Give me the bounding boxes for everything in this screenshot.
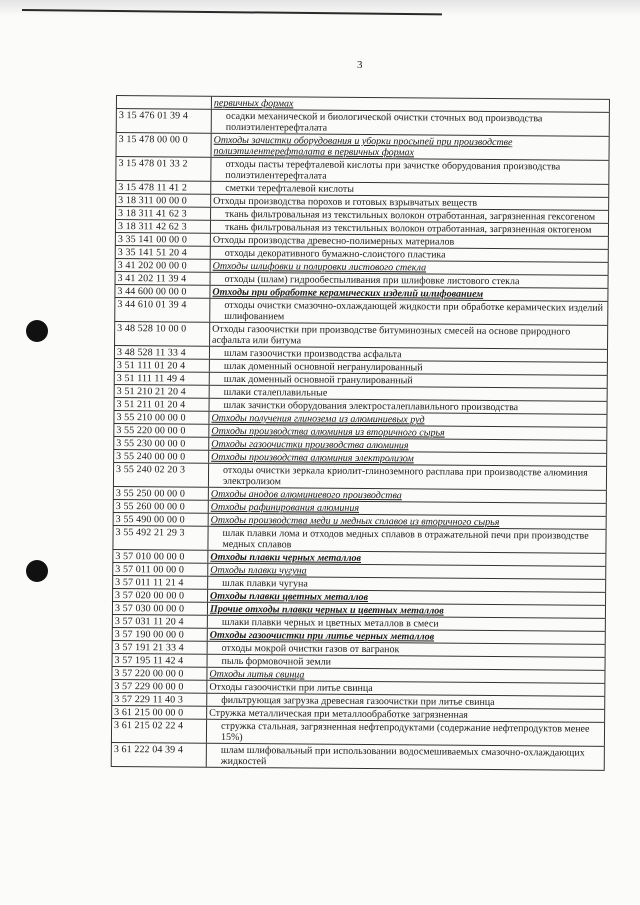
waste-name: шлак плавки чугуна (208, 577, 606, 592)
waste-name: отходы очистки смазочно-охлаждающей жидкости при обработке керамических изделий шлифованием (210, 299, 608, 325)
waste-code: 3 55 240 02 20 3 (113, 463, 209, 487)
waste-name: Отходы производства древесно-полимерных материалов (211, 234, 609, 249)
waste-name: отходы очистки зеркала криолит-глиноземного расплава при производстве алюминия электролизом (209, 464, 607, 490)
waste-name: Прочие отходы плавки черных и цветных металлов (208, 603, 606, 618)
waste-name: осадки механической и биологической очистки сточных вод производства полиэтилентерефталата (212, 110, 610, 136)
waste-code: 3 55 220 00 00 0 (113, 424, 209, 437)
table-row (111, 743, 605, 771)
waste-code: 3 57 190 00 00 0 (112, 628, 208, 641)
waste-name: шлаки сталеплавильные (210, 386, 608, 401)
waste-name: шлаки плавки черных и цветных металлов в смеси (208, 616, 606, 631)
waste-name: Отходы газоочистки при литье черных металлов (208, 629, 606, 644)
waste-name: Отходы литья свинца (207, 668, 605, 683)
waste-code: 3 18 311 00 00 0 (115, 194, 211, 207)
waste-code: 3 57 220 00 00 0 (111, 667, 207, 680)
waste-code: 3 15 478 00 00 0 (116, 133, 212, 157)
waste-code: 3 35 141 00 00 0 (115, 233, 211, 246)
waste-name: шлам шлифовальный при использовании водосмешиваемых смазочно-охлаждающих жидкостей (207, 744, 605, 770)
waste-code (116, 96, 212, 109)
waste-code: 3 15 476 01 39 4 (116, 109, 212, 133)
waste-name: отходы пасты терефталевой кислоты при зачистке оборудования производства полиэтилентерефталата (211, 158, 609, 184)
waste-name: фильтрующая загрузка древесная газоочистки при литье свинца (207, 694, 605, 709)
waste-code: 3 44 600 00 00 0 (114, 285, 210, 298)
waste-code: 3 48 528 10 00 0 (114, 322, 210, 346)
waste-code: 3 57 031 11 20 4 (112, 615, 208, 628)
waste-code: 3 57 011 00 00 0 (112, 563, 208, 576)
waste-code: 3 51 211 01 20 4 (114, 398, 210, 411)
waste-code: 3 61 222 04 39 4 (111, 743, 207, 767)
waste-code: 3 57 010 00 00 0 (112, 550, 208, 563)
waste-name: Отходы газоочистки при литье свинца (207, 681, 605, 696)
waste-name: Отходы газоочистки производства алюминия (209, 438, 607, 453)
waste-code: 3 55 260 00 00 0 (113, 500, 209, 513)
waste-code: 3 57 030 00 00 0 (112, 602, 208, 615)
waste-name: Отходы рафинирования алюминия (209, 501, 607, 516)
waste-name: шлам газоочистки производства асфальта (210, 347, 608, 362)
waste-code: 3 51 111 11 49 4 (114, 372, 210, 385)
waste-name: шлак доменный основной гранулированный (210, 373, 608, 388)
waste-name: ткань фильтровальная из текстильных волокон отработанная, загрязненная гексогеном (211, 208, 609, 223)
waste-name: Стружка металлическая при металлообработке загрязненная (207, 707, 605, 722)
punch-hole-lower (26, 560, 48, 582)
waste-name: Отходы плавки цветных металлов (208, 590, 606, 605)
waste-name: ткань фильтровальная из текстильных волокон отработанная, загрязненная октогеном (211, 221, 609, 236)
waste-name: Отходы получения глинозема из алюминиевых руд (209, 412, 607, 427)
waste-code: 3 15 478 01 33 2 (115, 157, 211, 181)
waste-code: 3 35 141 51 20 4 (115, 246, 211, 259)
waste-name: Отходы плавки чугуна (208, 564, 606, 579)
waste-code: 3 57 195 11 42 4 (112, 654, 208, 667)
waste-name: Отходы зачистки оборудования и уборки просыпей при производстве полиэтилентерефталата в первичных формах (212, 134, 610, 160)
waste-code: 3 57 229 11 40 3 (111, 693, 207, 706)
waste-code: 3 57 020 00 00 0 (112, 589, 208, 602)
waste-name: Отходы производства меди и медных сплавов из вторичного сырья (209, 514, 607, 529)
waste-name: Отходы производства алюминия электролизом (209, 451, 607, 466)
waste-code: 3 15 478 11 41 2 (115, 181, 211, 194)
waste-name: Отходы производства алюминия из вторичного сырья (209, 425, 607, 440)
page-number: 3 (357, 59, 363, 71)
waste-code: 3 44 610 01 39 4 (114, 298, 210, 322)
punch-hole-upper (26, 320, 48, 342)
waste-name: шлак доменный основной негранулированный (210, 360, 608, 375)
waste-name: сметки терефталевой кислоты (211, 182, 609, 197)
waste-name: отходы мокрой очистки газов от вагранок (208, 642, 606, 657)
waste-code: 3 51 111 01 20 4 (114, 359, 210, 372)
waste-name: отходы (шлам) гидрообеспыливания при шлифовке листового стекла (211, 273, 609, 288)
waste-code: 3 41 202 11 39 4 (115, 272, 211, 285)
waste-code: 3 55 210 00 00 0 (113, 411, 209, 424)
waste-code: 3 57 191 21 33 4 (112, 641, 208, 654)
waste-code: 3 55 492 21 29 3 (112, 526, 208, 550)
waste-name: отходы декоративного бумажно-слоистого пластика (211, 247, 609, 262)
waste-code: 3 18 311 42 62 3 (115, 220, 211, 233)
waste-code: 3 55 240 00 00 0 (113, 450, 209, 463)
waste-name: Отходы производства порохов и готовых взрывчатых веществ (211, 195, 609, 210)
waste-code: 3 18 311 41 62 3 (115, 207, 211, 220)
waste-name: первичных формах (212, 97, 610, 112)
waste-name: Отходы анодов алюминиевого производства (209, 488, 607, 503)
waste-name: шлак зачистки оборудования электросталеплавильного производства (210, 399, 608, 414)
waste-name: Отходы газоочистки при производстве битуминозных смесей на основе природного асфальта или битума (210, 323, 608, 349)
waste-code: 3 41 202 00 00 0 (115, 259, 211, 272)
waste-code: 3 61 215 02 22 4 (111, 719, 207, 743)
waste-code: 3 51 210 21 20 4 (114, 385, 210, 398)
waste-name: Отходы шлифовки и полировки листового стекла (211, 260, 609, 275)
waste-name: стружка стальная, загрязненная нефтепродуктами (содержание нефтепродуктов менее 15%) (207, 720, 605, 746)
waste-code: 3 48 528 11 33 4 (114, 346, 210, 359)
waste-code: 3 55 250 00 00 0 (113, 487, 209, 500)
waste-code: 3 55 230 00 00 0 (113, 437, 209, 450)
waste-code: 3 57 011 11 21 4 (112, 576, 208, 589)
waste-code: 3 57 229 00 00 0 (111, 680, 207, 693)
waste-name: пыль формовочной земли (208, 655, 606, 670)
waste-classifier-table (111, 95, 610, 771)
waste-code: 3 61 215 00 00 0 (111, 706, 207, 719)
waste-name: Отходы плавки черных металлов (208, 551, 606, 566)
waste-name: шлак плавки лома и отходов медных сплавов в отражательной печи при производстве медных сплавов (208, 527, 606, 553)
waste-code: 3 55 490 00 00 0 (113, 513, 209, 526)
waste-name: Отходы при обработке керамических изделий шлифованием (210, 286, 608, 301)
